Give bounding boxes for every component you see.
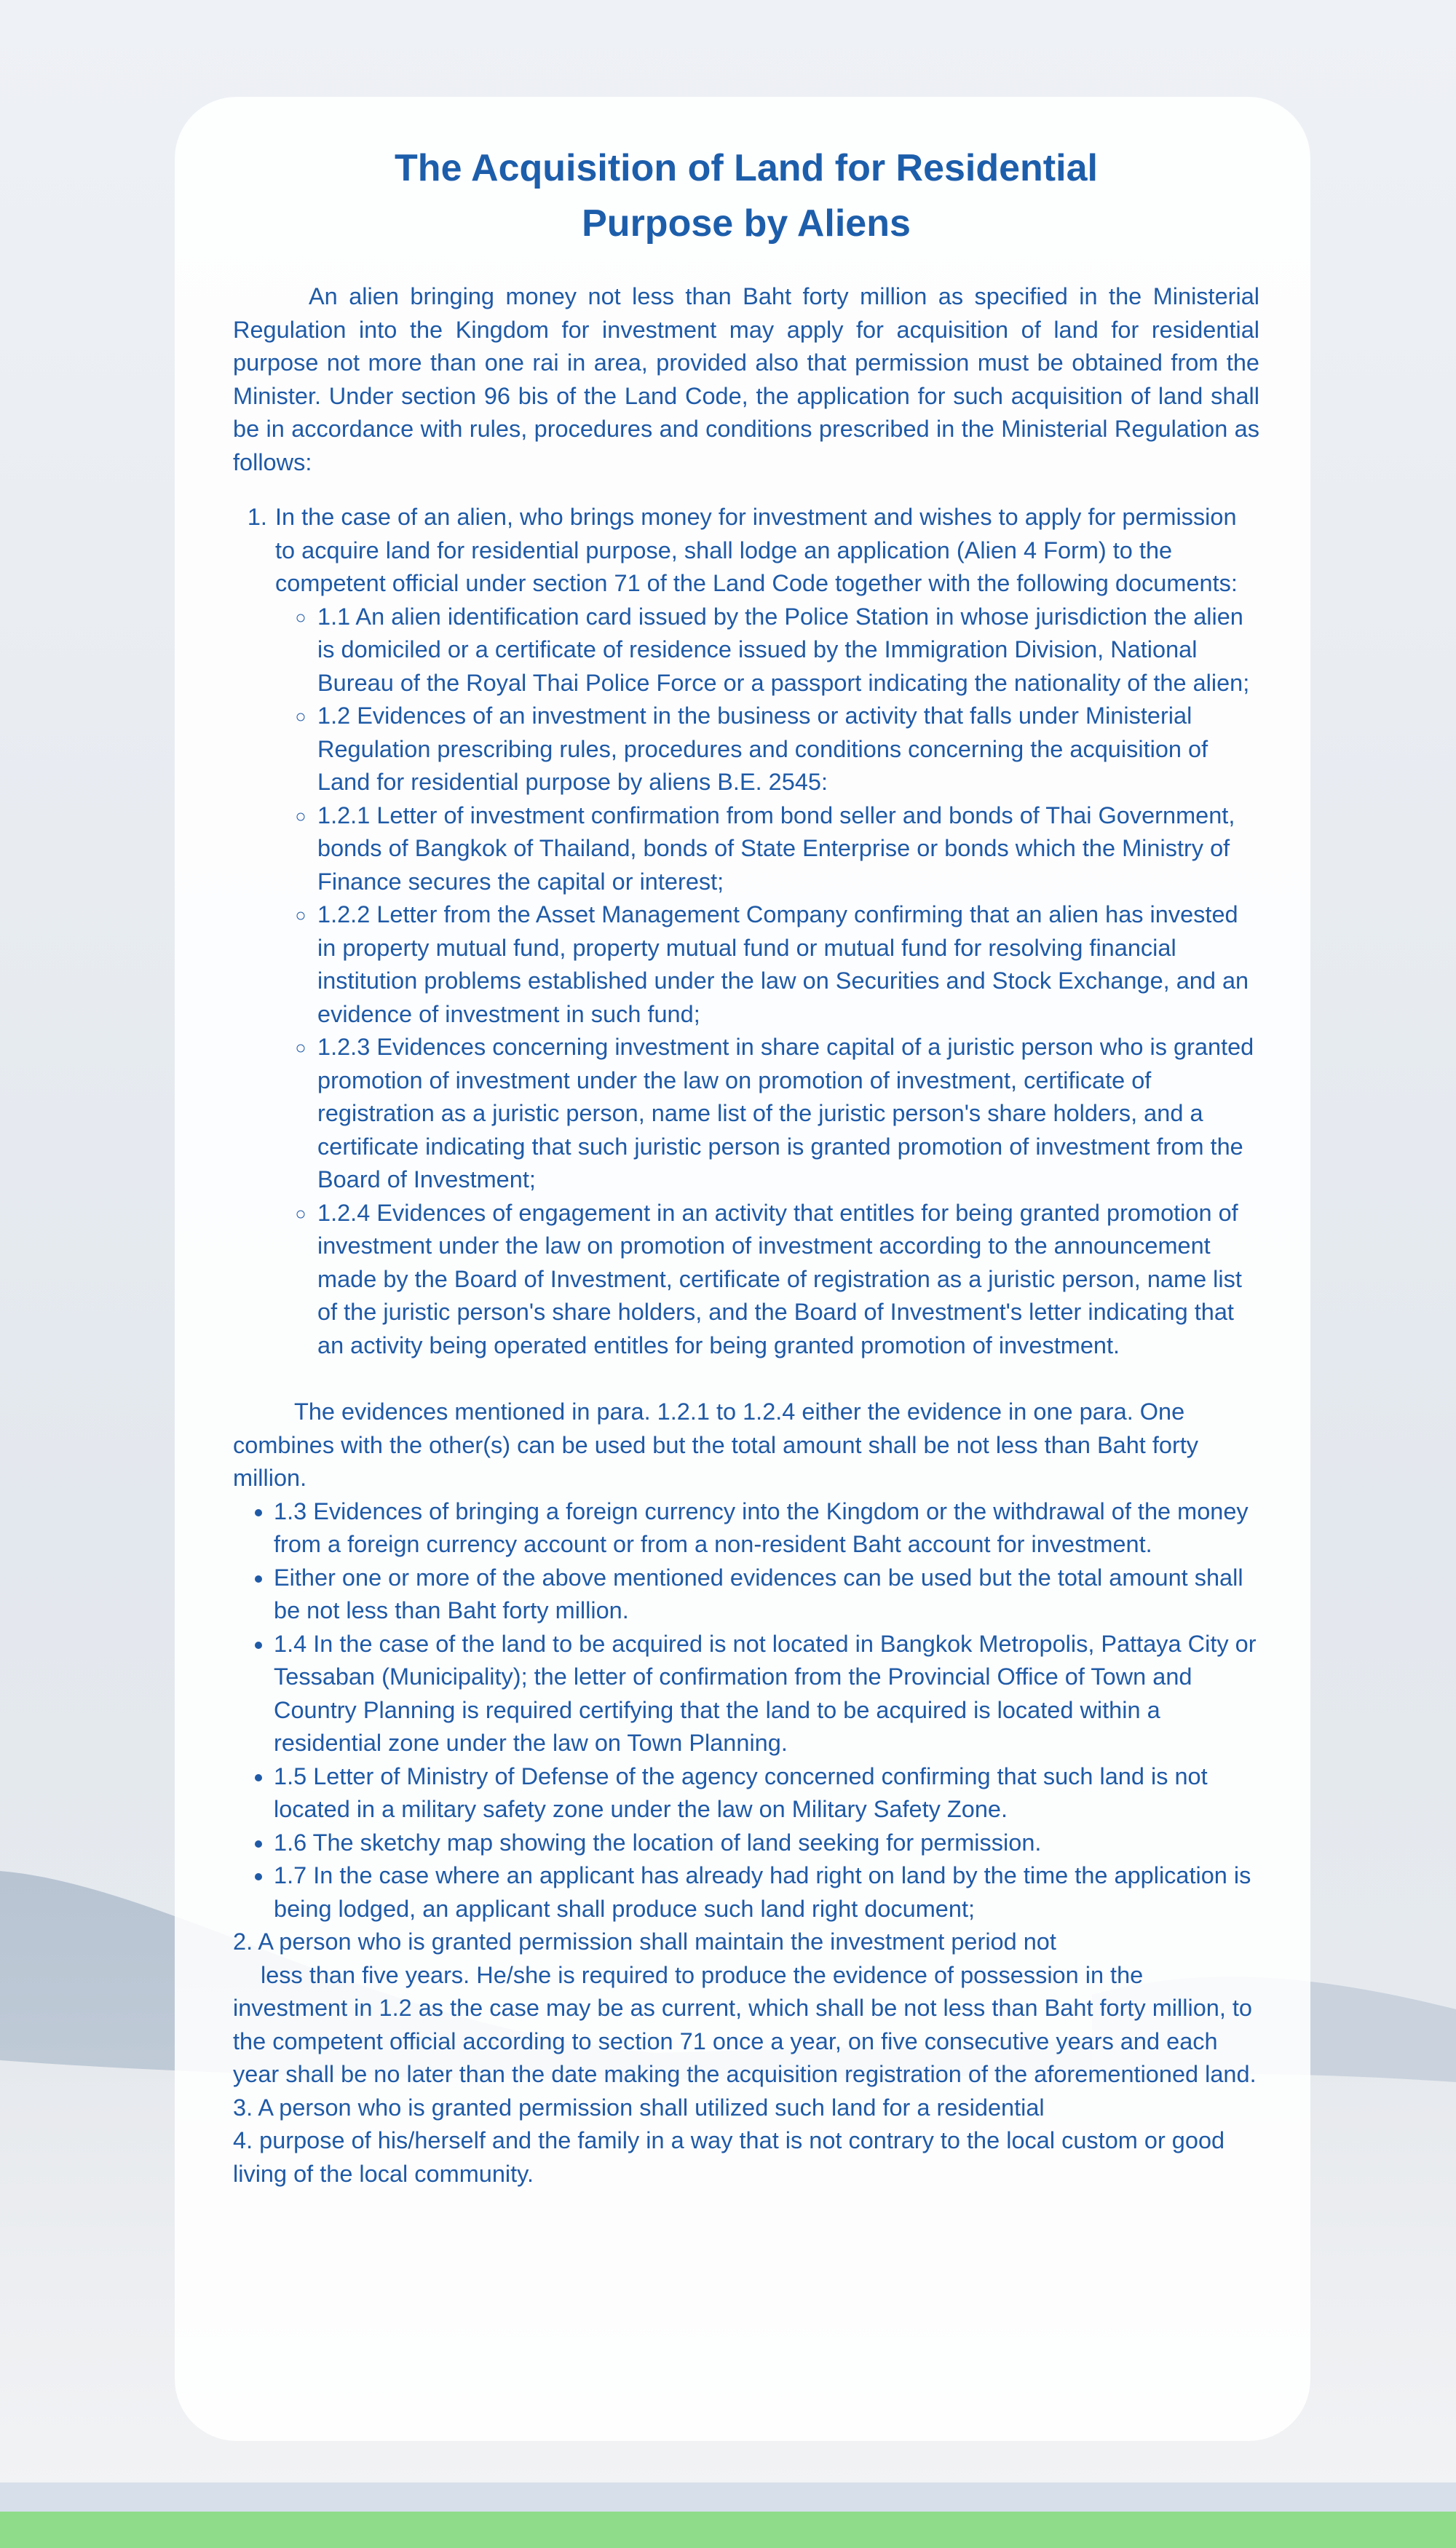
list-item-1-text: In the case of an alien, who brings money for investment and wishes to apply for permission to acquire land for residential purpose, shall lodge an application (Alien 4 Form) to the competent official under section 71 of the Land Code together with the following documents: bbox=[275, 504, 1238, 596]
sub-item-1-2-1: ◦ 1.2.1 Letter of investment confirmation from bond seller and bonds of Thai Government, bonds of Bangkok of Thailand, bonds of State Enterprise or bonds which the Ministry of Finance secures the capital or interest; bbox=[316, 799, 1259, 899]
list-item-1 bbox=[274, 501, 1259, 1362]
bullet-item-1-3: • 1.3 Evidences of bringing a foreign currency into the Kingdom or the withdrawal of the money from a foreign currency account or from a non-resident Baht account for investment. bbox=[274, 1495, 1259, 1562]
requirements-list bbox=[233, 501, 1259, 1362]
paragraph-2-rest: less than five years. He/she is required to produce the evidence of possession in the investment in 1.2 as the case may be as current, which shall be not less than Baht forty million, to the competent official according to section 71 once a year, on five consecutive years and each year shall be no later than the date making the acquisition registration of the aforementioned land. bbox=[233, 1961, 1257, 2087]
paragraph-4: 4. purpose of his/herself and the family in a way that is not contrary to the local custom or good living of the local community. bbox=[233, 2127, 1225, 2187]
page-title bbox=[233, 141, 1259, 251]
sub-item-1-2-4: ◦ 1.2.4 Evidences of engagement in an activity that entitles for being granted promotion of investment under the law on promotion of investment according to the announcement made by the Board of Investment, certificate of registration as a juristic person, name list of the juristic person's share holders, and the Board of Investment's letter indicating that an activity being operated entitles for being granted promotion of investment. bbox=[316, 1197, 1259, 1363]
evidence-note: The evidences mentioned in para. 1.2.1 to 1.2.4 either the evidence in one para. One combines with the other(s) can be used but the total amount shall be not less than Baht forty million. bbox=[233, 1398, 1199, 1491]
sub-item-1-2-3: ◦ 1.2.3 Evidences concerning investment in share capital of a juristic person who is granted promotion of investment under the law on promotion of investment, certificate of registration as a juristic person, name list of the juristic person's share holders, and a certificate indicating that such juristic person is granted promotion of investment from the Board of Investment; bbox=[316, 1031, 1259, 1197]
bullet-item-1-6: • 1.6 The sketchy map showing the location of land seeking for permission. bbox=[274, 1827, 1259, 1860]
bullet-item-either: • Either one or more of the above mentioned evidences can be used but the total amount shall be not less than Baht forty million. bbox=[274, 1562, 1259, 1628]
bullet-item-1-7: • 1.7 In the case where an applicant has already had right on land by the time the application is being lodged, an applicant shall produce such land right document; bbox=[274, 1859, 1259, 1926]
bullet-item-1-5: • 1.5 Letter of Ministry of Defense of the agency concerned confirming that such land is not located in a military safety zone under the law on Military Safety Zone. bbox=[274, 1760, 1259, 1827]
bottom-green-bar bbox=[0, 2512, 1456, 2548]
sub-item-1-1: ◦ 1.1 An alien identification card issued by the Police Station in whose jurisdiction the alien is domiciled or a certificate of residence issued by the Immigration Division, National Bureau of the Royal Thai Police Force or a passport indicating the nationality of the alien; bbox=[316, 601, 1259, 700]
sub-item-1-2: ◦ 1.2 Evidences of an investment in the business or activity that falls under Ministerial Regulation prescribing rules, procedures and conditions concerning the acquisition of Land for residential purpose by aliens B.E. 2545: bbox=[316, 700, 1259, 799]
page-title-line-2: Purpose by Aliens bbox=[582, 202, 911, 245]
paragraph-3: 3. A person who is granted permission shall utilized such land for a residential bbox=[233, 2094, 1045, 2121]
additional-evidence-list bbox=[233, 1495, 1259, 1926]
documents-sub-list bbox=[275, 601, 1259, 1363]
page-title-line-1: The Acquisition of Land for Residential bbox=[395, 147, 1098, 189]
intro-paragraph: An alien bringing money not less than Baht forty million as specified in the Ministerial Regulation into the Kingdom for investment may apply for acquisition of land for residential purpose not more than one rai in area, provided also that permission must be obtained from the Minister. Under section 96 bis of the Land Code, the application for such acquisition of land shall be in accordance with rules, procedures and conditions prescribed in the Ministerial Regulation as follows: bbox=[233, 283, 1259, 475]
sub-item-1-2-2: ◦ 1.2.2 Letter from the Asset Management Company confirming that an alien has invested in property mutual fund, property mutual fund or mutual fund for resolving financial institution problems established under the law on Securities and Stock Exchange, and an evidence of investment in such fund; bbox=[316, 898, 1259, 1031]
bottom-band bbox=[0, 2482, 1456, 2512]
content-card bbox=[175, 97, 1310, 2441]
bullet-item-1-4: • 1.4 In the case of the land to be acquired is not located in Bangkok Metropolis, Pattaya City or Tessaban (Municipality); the letter of confirmation from the Provincial Office of Town and Country Planning is required certifying that the land to be acquired is located within a residential zone under the law on Town Planning. bbox=[274, 1628, 1259, 1760]
paragraph-2-line-1: 2. A person who is granted permission shall maintain the investment period not bbox=[233, 1928, 1056, 1955]
